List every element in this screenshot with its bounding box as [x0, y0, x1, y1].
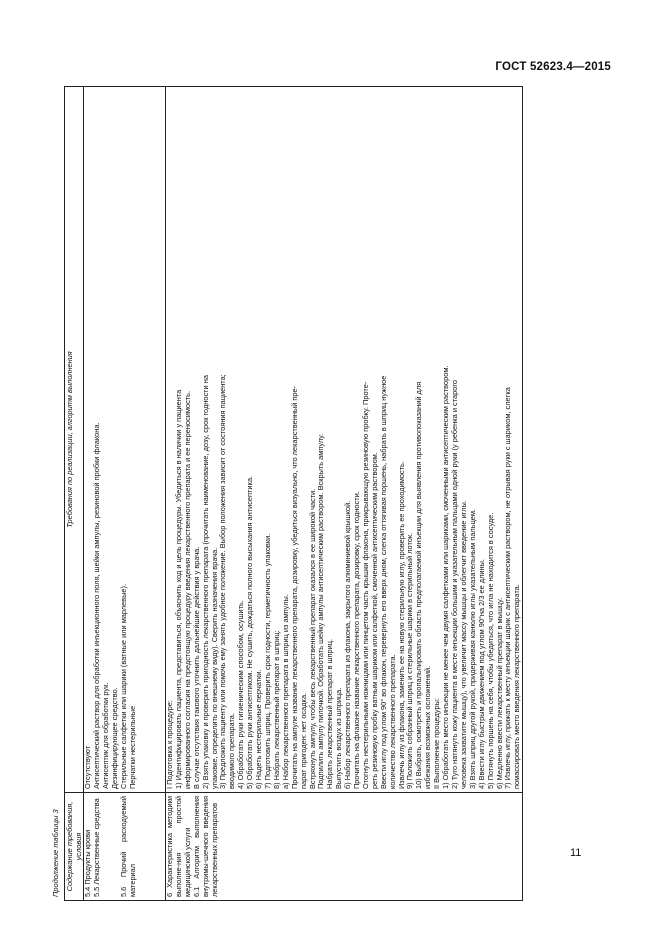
algorithm-line: В случае отсутствия такового уточнить дальнейшие действия у врача.	[191, 546, 201, 789]
requirement-line: 5.6 Прочий расходуемый материал	[118, 796, 137, 897]
requirement-line: 5.4 Продукты крови	[83, 829, 92, 897]
algorithm-line: Встряхнуть ампулу, чтобы весь лекарственный препарат оказался в ее широкой части.	[307, 488, 317, 789]
algorithm-line: 5) Потянуть поршень на себя, чтобы убедиться, что игла не находится в сосуде.	[485, 512, 495, 789]
algorithm-line: Ввести иглу под углом 90° во флакон, перевернуть его вверх дном, слегка оттягивая поршень, набрать в шприц нужное	[378, 375, 388, 789]
requirement-line: 6 Характеристика методики выполне-ния простой медицинской услуги	[165, 796, 192, 897]
algorithm-line: 1) Обработать место инъекции не менее чем двумя салфетками или шариками, смоченными антисептическим раствором.	[441, 365, 451, 789]
algorithm-line: вводимого препарата.	[227, 713, 237, 789]
algorithm-line: 4) Обработать руки гигиеническим способом, осушить.	[236, 600, 246, 789]
algorithm-line: Отогнуть нестерильными ножницами или пинцетом часть крышки флакона, прикрывающую резиновую пробку. Проте-	[360, 381, 370, 789]
algorithm-line: избежания возможных осложнений.	[423, 665, 433, 789]
algorithm-line: 2) Взять упаковку и проверить пригодность лекарственного препарата (прочитать наименование, дозу, срок годности на	[200, 375, 210, 789]
algorithm-line: 7) Подготовить шприц. Проверить срок годности, герметичность упаковки.	[262, 533, 272, 789]
algorithm-line: 4) Ввести иглу быстрым движением под углом 90°на 2/3 ее длины.	[476, 559, 486, 789]
algorithm-line: 6) Медленно ввести лекарственный препарат в мышцу.	[494, 597, 504, 789]
algorithm-line: I Подготовка к процедуре:	[165, 700, 174, 789]
algorithm-line: парат пригоден: нет осадка.	[298, 692, 308, 789]
algorithm-cell	[84, 87, 166, 793]
algorithm-line: Перчатки нестерильные	[127, 705, 137, 789]
algorithm-line: б) Набор лекарственного препарата из флакона, закрытого алюминиевой крышкой.	[343, 500, 353, 789]
table-row	[84, 87, 166, 901]
column-header-requirement: Содержание требования, условия	[65, 793, 84, 901]
algorithm-cell	[166, 87, 523, 793]
algorithm-line: Отсутствуют	[83, 745, 92, 789]
algorithm-line: Прочитать на ампуле название лекарственного препарата, дозировку, убедиться визуально, что лекарственный пре-	[289, 385, 299, 789]
table-caption: Продолжение таблицы 3	[51, 809, 60, 897]
algorithm-line: 8) Набрать лекарственный препарат в шприц:	[271, 630, 281, 789]
requirement-line: 5.5 Лекарственные средства	[91, 798, 101, 897]
algorithm-line: Стерильные салфетки или шарики (ватные или марлевые).	[118, 583, 128, 789]
algorithm-line: Прочитать на флаконе название лекарственного препарата, дозировку, срок годности.	[352, 491, 362, 789]
algorithm-line: человека захватите мышцу), что увеличит массу мышцы и облегчит введение иглы.	[458, 500, 468, 789]
algorithm-line: а) Набор лекарственного препарата в шприц из ампулы.	[280, 594, 290, 789]
algorithm-line: Извлечь иглу из флакона, заменить ее на новую стерильную иглу, проверить ее проходимость.	[396, 461, 406, 789]
algorithm-line: Подпилить ампулу пилочкой. Обработать шейку ампулы антисептическим раствором. Вскрыть ампулу.	[316, 433, 326, 789]
algorithm-line: 3) Предложить пациенту или помочь ему занять удобное положение. Выбор положения зависит от состояния пациента;	[218, 374, 228, 789]
algorithm-line: 2) Туго натянуть кожу пациента в месте инъекции большим и указательным пальцами одной руки (у ребенка и старого	[450, 380, 459, 789]
standard-number: ГОСТ 52623.4—2015	[495, 61, 611, 73]
algorithm-line: 10) Выбрать, осмотреть и пропальпировать область предполагаемой инъекции для выявления противопоказаний для	[414, 381, 424, 789]
algorithm-line: информированного согласия на предстоящую процедуру введения лекарственного препарата и ее переносимость.	[182, 390, 192, 789]
table-header-row	[65, 87, 84, 901]
requirement-cell	[84, 793, 166, 901]
table-row	[166, 87, 523, 901]
requirement-line: 6.1 Алгоритм выполнения внутримы-шечного введения лекарственных препаратов	[191, 796, 219, 897]
algorithm-line: 9) Положить собранный шприц и стерильные шарики в стерильный лоток.	[405, 532, 415, 789]
page-number: 11	[570, 847, 582, 859]
algorithm-line: Антисептический раствор для обработки инъекционного поля, шейки ампулы, резиновой пробки флакона.	[91, 422, 101, 789]
algorithm-line: реть резиновую пробку ватным шариком или салфеткой, смоченной антисептическим раствором.	[369, 452, 379, 789]
algorithm-line: помассировать место введения лекарственного препарата.	[512, 584, 522, 789]
algorithm-line: упаковке, определить по внешнему виду). Сверить назначения врача.	[209, 547, 219, 789]
algorithm-line: количество лекарственного препарата.	[387, 654, 397, 789]
algorithm-line: 1) Идентифицировать пациента, представиться, объяснить ход и цель процедуры. Убедиться в наличии у пациента	[173, 389, 183, 789]
algorithm-line: Антисептик для обработки рук.	[100, 682, 110, 789]
requirement-cell	[166, 793, 523, 901]
algorithm-line: Набрать лекарственный препарат в шприц.	[325, 638, 335, 789]
requirements-table	[64, 86, 523, 901]
algorithm-line: 5) Обработать руки антисептиком. Не сушить, дождаться полного высыхания антисептика.	[245, 475, 255, 789]
algorithm-line: 7) Извлечь иглу, прижать к месту инъекции шарик с антисептическим раствором, не отрывая руки с шариком, слегка	[503, 387, 513, 789]
algorithm-line: Выпустить воздух из шприца.	[334, 687, 344, 789]
algorithm-line: 3) Взять шприц другой рукой, придерживая канюлю иглы указательным пальцем.	[467, 509, 477, 789]
algorithm-line: Дезинфицирующее средство.	[109, 687, 119, 789]
rotated-table-page	[49, 86, 585, 901]
algorithm-line: II Выполнение процедуры:	[432, 698, 442, 789]
column-header-algorithm: Требования по реализации, алгоритм выполнения	[65, 87, 84, 793]
algorithm-line: 6) Надеть нестерильные перчатки.	[254, 669, 264, 789]
